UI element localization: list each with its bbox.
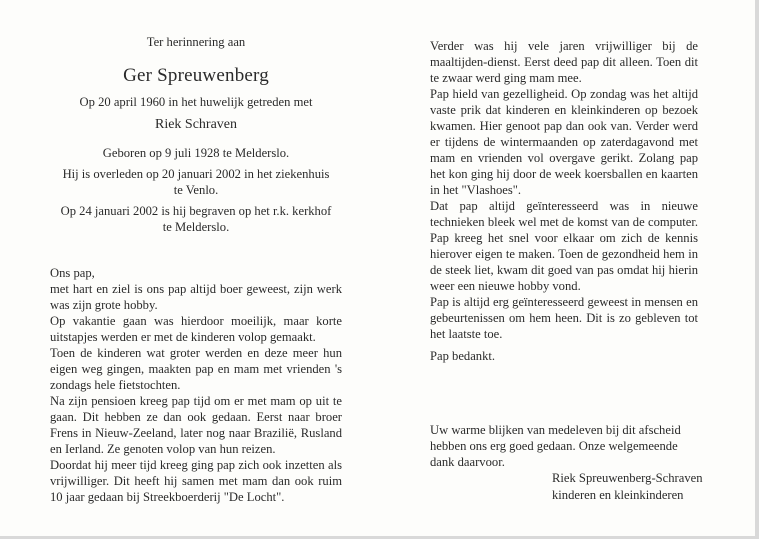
thanks-block xyxy=(430,422,700,470)
left-paragraph: Toen de kinderen wat groter werden en deze meer hun eigen weg gingen, maakten pap en mam met vrienden 's zondags hele fietstochten. xyxy=(50,346,342,392)
birth-line: Geboren op 9 juli 1928 te Melderslo. xyxy=(102,146,290,160)
right-column xyxy=(430,38,698,342)
right-paragraph: Dat pap altijd geïnteresseerd was in nieuwe technieken bleek wel met de komst van de computer. Pap kreeg het snel voor elkaar om zich de kennis hierover eigen te maken. Toen de gezondheid hem in de steek liet, kwam dit goed van pas omdat hij hierin weer een nieuwe hobby vond. xyxy=(430,199,698,293)
burial-line-2: te Melderslo. xyxy=(162,220,230,234)
deceased-name: Ger Spreuwenberg xyxy=(123,65,269,86)
closing-line: Pap bedankt. xyxy=(430,349,496,363)
burial-line-1: Op 24 januari 2002 is hij begraven op het r.k. kerkhof xyxy=(60,204,332,218)
signature-names: Riek Spreuwenberg-Schraven xyxy=(552,471,703,485)
left-paragraph: Doordat hij meer tijd kreeg ging pap zich ook inzetten als vrijwilliger. Dit heeft hij samen met mam dan ook ruim 10 jaar gedaan bij Streekboerderij "De Locht". xyxy=(50,458,342,504)
left-paragraph: Op vakantie gaan was hierdoor moeilijk, maar korte uitstapjes werden er met de kinderen volop gemaakt. xyxy=(50,314,342,344)
death-line-2: te Venlo. xyxy=(173,183,219,197)
left-paragraph: Na zijn pensioen kreeg pap tijd om er met mam op uit te gaan. Dit hebben ze dan ook gedaan. Eerst naar broer Frens in Nieuw-Zeeland, later nog naar Brazilië, Rusland en Ierland. Ze genoten volop van hun reizen. xyxy=(50,394,342,456)
intro-text: Ter herinnering aan xyxy=(146,35,246,49)
signature-block xyxy=(552,470,742,504)
death-line-1: Hij is overleden op 20 januari 2002 in het ziekenhuis xyxy=(62,167,330,181)
left-paragraph: met hart en ziel is ons pap altijd boer geweest, zijn werk was zijn grote hobby. xyxy=(50,282,342,312)
married-line: Op 20 april 1960 in het huwelijk getreden met xyxy=(79,95,313,109)
thanks-text: Uw warme blijken van medeleven bij dit afscheid hebben ons erg goed gedaan. Onze welgemeende dank daarvoor. xyxy=(430,423,681,469)
scan-edge-right xyxy=(755,0,759,539)
right-paragraph: Pap is altijd erg geïnteresseerd geweest in mensen en gebeurtenissen om hem heen. Dit is zo gebleven tot het laatste toe. xyxy=(430,295,698,341)
right-paragraph: Pap hield van gezelligheid. Op zondag was het altijd vaste prik dat kinderen en kleinkinderen op bezoek kwamen. Hier genoot pap dan ook van. Verder werd er tijdens de wintermaanden op zaterdagavond met mam en vrienden vol overgave gerikt. Zolang pap het kon ging hij door de week koersballen en kaarten in het "Vlashoes". xyxy=(430,87,698,197)
salutation: Ons pap, xyxy=(50,266,95,280)
signature-family: kinderen en kleinkinderen xyxy=(552,488,684,502)
partner-name: Riek Schraven xyxy=(154,117,238,132)
left-column xyxy=(50,34,342,505)
right-paragraph: Verder was hij vele jaren vrijwilliger bij de maaltijden-dienst. Eerst deed pap dit alleen. Toen dit te zwaar werd ging mam mee. xyxy=(430,39,698,85)
